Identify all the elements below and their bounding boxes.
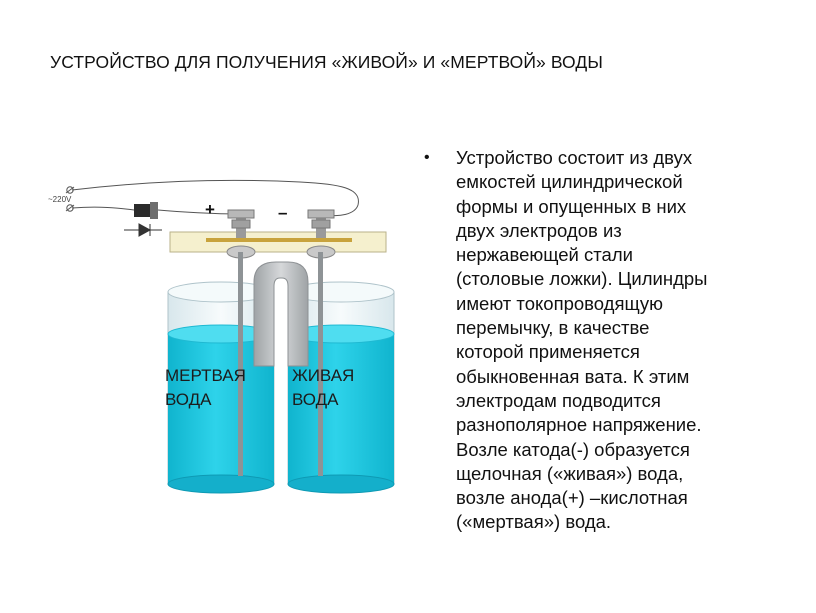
description-line: перемычку, в качестве — [456, 317, 650, 339]
description-line: имеют токопроводящую — [456, 292, 664, 314]
description-line: нержавеющей стали — [456, 244, 633, 266]
cotton-bridge — [254, 262, 308, 366]
description-line: (столовые ложки). Цилиндры — [456, 268, 708, 290]
description-text — [456, 146, 776, 535]
bullet-marker: • — [424, 149, 430, 166]
diode-icon — [124, 224, 162, 236]
minus-label: – — [278, 203, 288, 222]
description-line: формы и опущенных в них — [456, 195, 687, 217]
plus-label: + — [205, 200, 215, 219]
description-line: («мертвая») вода. — [456, 511, 612, 533]
description-line: двух электродов из — [456, 219, 622, 241]
description-line: которой применяется — [456, 341, 640, 363]
electrode-board — [170, 232, 386, 252]
description-line: обыкновенная вата. К этим — [456, 365, 690, 387]
living-water-label-line1: ЖИВАЯ — [292, 366, 355, 385]
description-line: разнополярное напряжение. — [456, 414, 702, 436]
description-line: возле анода(+) –кислотная — [456, 487, 688, 509]
description-line: Возле катода(-) образуется — [456, 438, 690, 460]
description-line: Устройство состоит из двух — [456, 147, 693, 168]
slide-title: УСТРОЙСТВО ДЛЯ ПОЛУЧЕНИЯ «ЖИВОЙ» И «МЕРТВОЙ» ВОДЫ — [50, 52, 603, 72]
dead-water-label-line1: МЕРТВАЯ — [165, 366, 246, 385]
description-line: электродам подводится — [456, 389, 661, 411]
description-line: емкостей цилиндрической — [456, 171, 683, 193]
voltage-label: ~220V — [48, 195, 72, 204]
description-line: щелочная («живая») вода, — [456, 462, 684, 484]
living-water-label-line2: ВОДА — [292, 390, 339, 409]
fuse-icon — [134, 202, 158, 219]
dead-water-label-line2: ВОДА — [165, 390, 212, 409]
